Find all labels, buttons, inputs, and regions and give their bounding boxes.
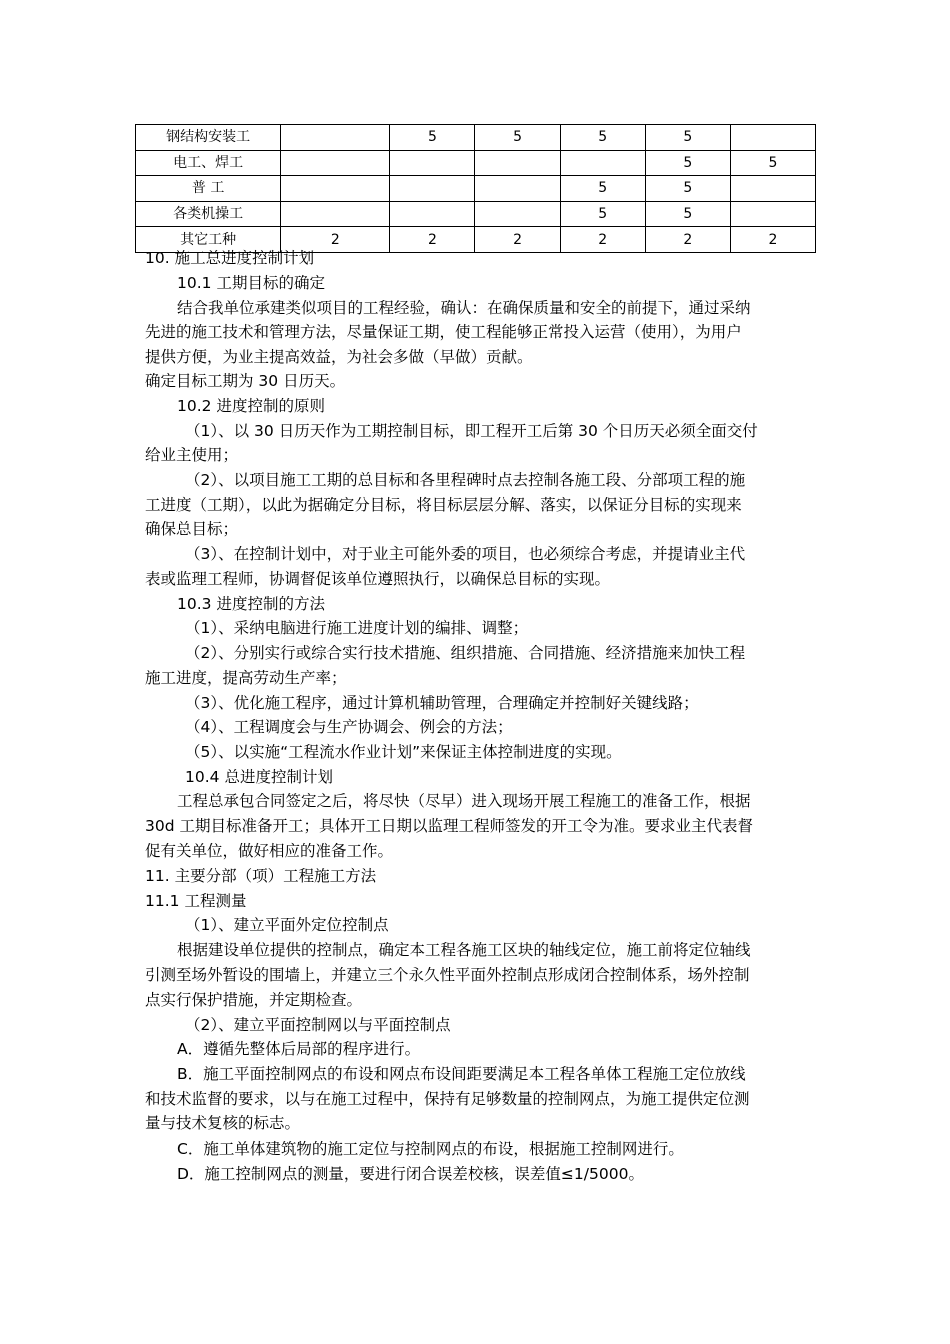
worker-count-cell: 5 (475, 125, 560, 151)
text-line: 工进度（工期），以此为据确定分目标，将目标层层分解、落实，以保证分目标的实现来 (145, 496, 742, 514)
text-line: 促有关单位，做好相应的准备工作。 (145, 842, 394, 860)
trade-name-cell: 普 工 (136, 176, 281, 202)
worker-count-cell (730, 176, 815, 202)
text-line: 根据建设单位提供的控制点，确定本工程各施工区块的轴线定位，施工前将定位轴线 (177, 941, 751, 959)
text-line: 先进的施工技术和管理方法，尽量保证工期，使工程能够正常投入运营（使用），为用户 (145, 323, 742, 341)
worker-count-cell (475, 176, 560, 202)
text-line: 确定目标工期为 30 日历天。 (145, 372, 346, 390)
trade-name-cell: 钢结构安装工 (136, 125, 281, 151)
worker-count-cell: 2 (730, 227, 815, 253)
text-line: （1）、采纳电脑进行施工进度计划的编排、调整； (185, 619, 529, 637)
table-row (136, 201, 816, 227)
text-line: 给业主使用； (145, 446, 239, 464)
text-line: 10.4 总进度控制计划 (185, 768, 333, 786)
worker-count-cell: 2 (281, 227, 390, 253)
text-line: （2）、以项目施工工期的总目标和各里程碑时点去控制各施工段、分部项工程的施 (185, 471, 746, 489)
text-line: （5）、以实施“工程流水作业计划”来保证主体控制进度的实现。 (185, 743, 622, 761)
worker-count-cell: 5 (730, 150, 815, 176)
text-line: 引测至场外暂设的围墙上，并建立三个永久性平面外控制点形成闭合控制体系，场外控制 (145, 966, 750, 984)
worker-count-cell (390, 201, 475, 227)
text-line: 提供方便，为业主提高效益，为社会多做（早做）贡献。 (145, 348, 533, 366)
labor-table (135, 124, 816, 253)
worker-count-cell (475, 201, 560, 227)
text-line: （3）、优化施工程序，通过计算机辅助管理，合理确定并控制好关键线路； (185, 694, 699, 712)
worker-count-cell (281, 176, 390, 202)
text-line: 确保总目标； (145, 520, 239, 538)
text-line: 11. 主要分部（项）工程施工方法 (145, 867, 377, 885)
table-row (136, 176, 816, 202)
worker-count-cell: 5 (560, 125, 645, 151)
worker-count-cell: 5 (645, 176, 730, 202)
worker-count-cell: 2 (475, 227, 560, 253)
text-line: （1）、建立平面外定位控制点 (185, 916, 389, 934)
trade-name-cell: 电工、焊工 (136, 150, 281, 176)
worker-count-cell: 5 (390, 125, 475, 151)
text-line: 施工进度，提高劳动生产率； (145, 669, 347, 687)
worker-count-cell (730, 125, 815, 151)
worker-count-cell: 5 (645, 150, 730, 176)
worker-count-cell: 2 (560, 227, 645, 253)
text-line: 结合我单位承建类似项目的工程经验，确认：在确保质量和安全的前提下，通过采纳 (177, 299, 751, 317)
trade-name-cell: 各类机操工 (136, 201, 281, 227)
text-line: 量与技术复核的标志。 (145, 1114, 301, 1132)
text-line: 10.1 工期目标的确定 (177, 274, 325, 292)
worker-count-cell: 5 (645, 201, 730, 227)
worker-count-cell: 5 (560, 201, 645, 227)
text-line: D．施工控制网点的测量，要进行闭合误差校核，误差值≤1/5000。 (177, 1165, 644, 1183)
text-line: 表或监理工程师，协调督促该单位遵照执行，以确保总目标的实现。 (145, 570, 611, 588)
text-line: （3）、在控制计划中，对于业主可能外委的项目，也必须综合考虑，并提请业主代 (185, 545, 746, 563)
text-line: 10.3 进度控制的方法 (177, 595, 325, 613)
worker-count-cell (560, 150, 645, 176)
text-line: 30d 工期目标准备开工；具体开工日期以监理工程师签发的开工令为准。要求业主代表督 (145, 817, 753, 835)
worker-count-cell: 2 (645, 227, 730, 253)
text-line: 10.2 进度控制的原则 (177, 397, 325, 415)
worker-count-cell (390, 176, 475, 202)
worker-count-cell (390, 150, 475, 176)
worker-count-cell (281, 201, 390, 227)
text-line: 11.1 工程测量 (145, 892, 247, 910)
trade-name-cell: 其它工种 (136, 227, 281, 253)
text-line: （2）、建立平面控制网以与平面控制点 (185, 1016, 451, 1034)
worker-count-cell (475, 150, 560, 176)
text-line: （4）、工程调度会与生产协调会、例会的方法； (185, 718, 513, 736)
text-line: （2）、分别实行或综合实行技术措施、组织措施、合同措施、经济措施来加快工程 (185, 644, 746, 662)
table-row (136, 125, 816, 151)
text-line: 和技术监督的要求，以与在施工过程中，保持有足够数量的控制网点，为施工提供定位测 (145, 1090, 750, 1108)
worker-count-cell (281, 150, 390, 176)
text-line: 点实行保护措施，并定期检查。 (145, 991, 363, 1009)
text-line: 工程总承包合同签定之后，将尽快（尽早）进入现场开展工程施工的准备工作，根据 (177, 792, 751, 810)
worker-count-cell: 2 (390, 227, 475, 253)
worker-count-cell (730, 201, 815, 227)
text-line: C．施工单体建筑物的施工定位与控制网点的布设，根据施工控制网进行。 (177, 1140, 684, 1158)
worker-count-cell: 5 (645, 125, 730, 151)
worker-count-cell: 5 (560, 176, 645, 202)
text-line: B．施工平面控制网点的布设和网点布设间距要满足本工程各单体工程施工定位放线 (177, 1065, 746, 1083)
text-line: 10. 施工总进度控制计划 (145, 249, 315, 267)
table-row (136, 150, 816, 176)
text-line: （1）、以 30 日历天作为工期控制目标，即工程开工后第 30 个日历天必须全面交付 (185, 422, 758, 440)
text-line: A．遵循先整体后局部的程序进行。 (177, 1040, 421, 1058)
worker-count-cell (281, 125, 390, 151)
